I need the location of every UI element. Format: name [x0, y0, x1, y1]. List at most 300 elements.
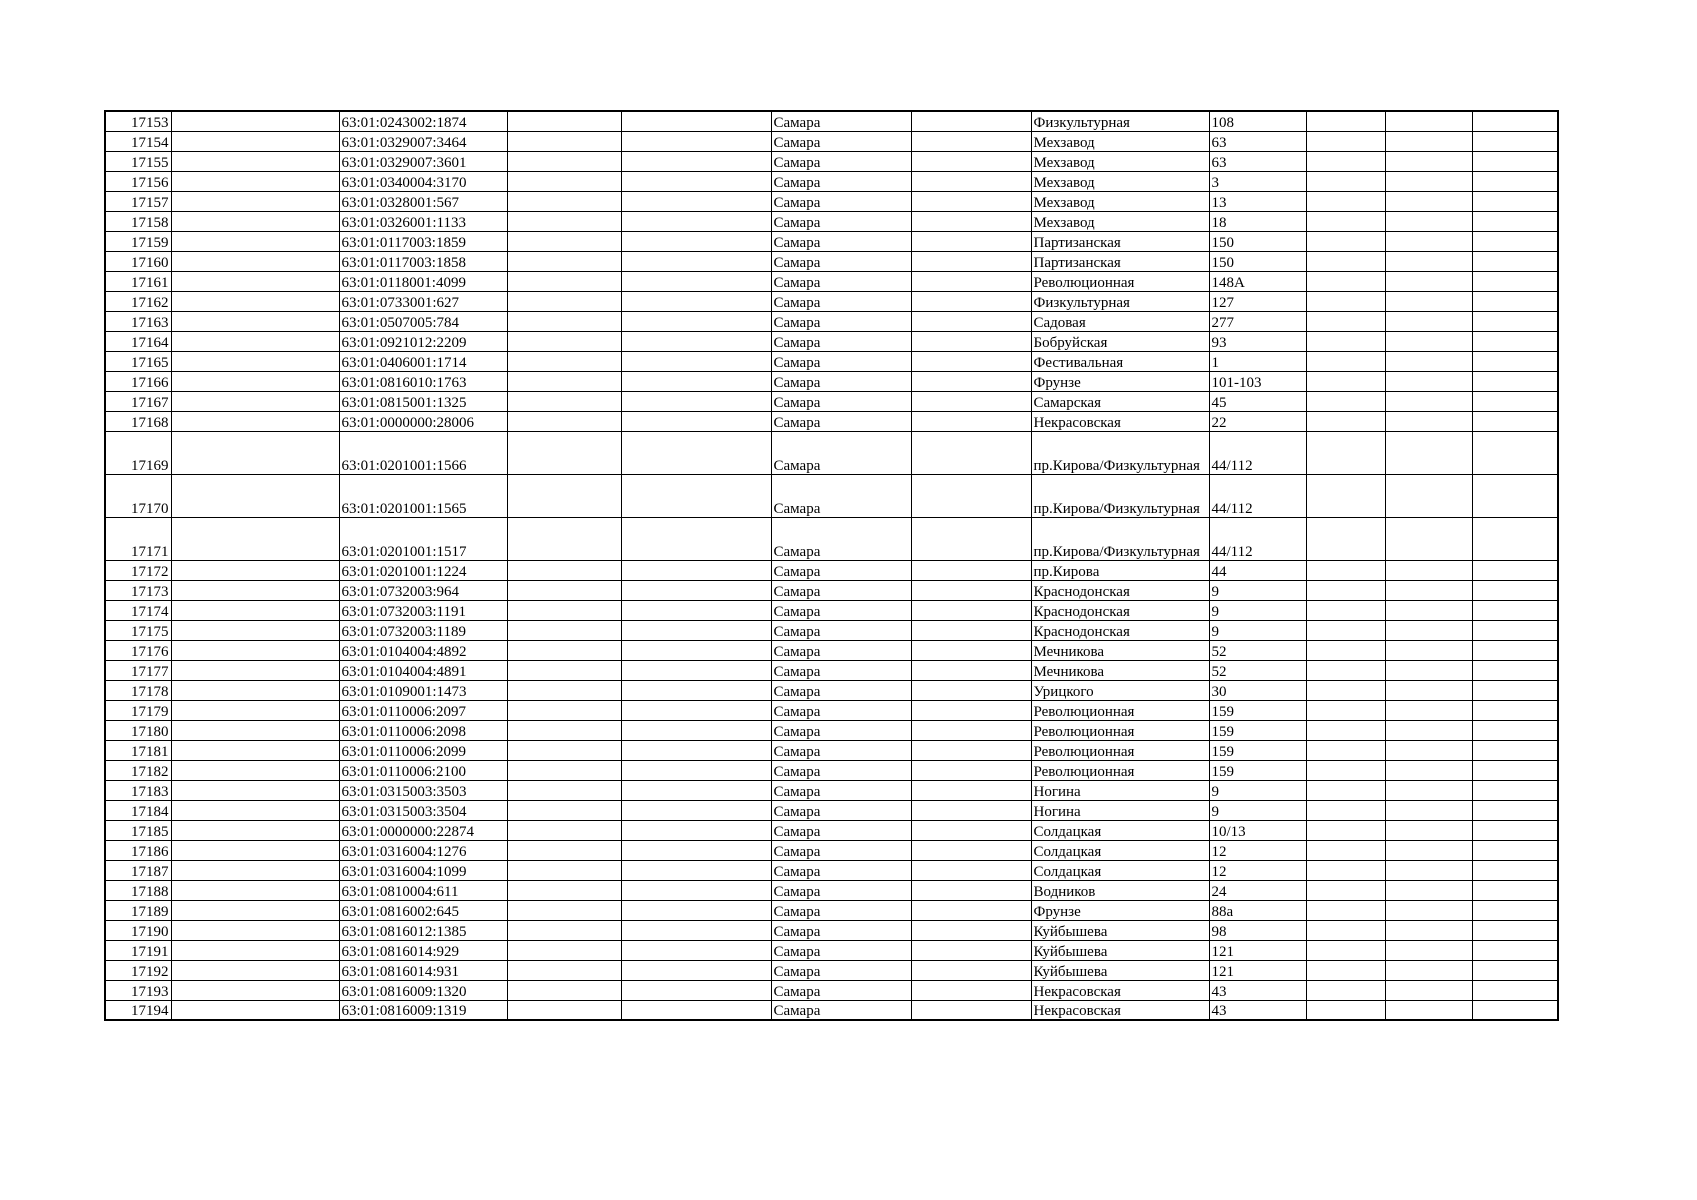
cadastral-number-cell: 63:01:0733001:627: [339, 291, 507, 311]
cadastral-number-cell: 63:01:0316004:1099: [339, 860, 507, 880]
city-cell: Самара: [771, 371, 911, 391]
empty-cell: [1385, 331, 1472, 351]
cadastral-number-cell: 63:01:0000000:28006: [339, 411, 507, 431]
empty-cell: [621, 231, 771, 251]
empty-cell: [911, 780, 1031, 800]
row-number-cell: 17182: [105, 760, 171, 780]
table-row: [105, 271, 1558, 291]
table-row: [105, 960, 1558, 980]
empty-cell: [507, 600, 621, 620]
empty-cell: [1306, 680, 1385, 700]
empty-cell: [1385, 231, 1472, 251]
empty-cell: [171, 311, 339, 331]
empty-cell: [171, 900, 339, 920]
empty-cell: [621, 211, 771, 231]
street-cell: Краснодонская: [1031, 620, 1209, 640]
row-number-cell: 17153: [105, 111, 171, 131]
empty-cell: [1385, 640, 1472, 660]
cadastral-number-cell: 63:01:0243002:1874: [339, 111, 507, 131]
city-cell: Самара: [771, 431, 911, 474]
city-cell: Самара: [771, 251, 911, 271]
table-row: [105, 920, 1558, 940]
table-row: [105, 740, 1558, 760]
table-row: [105, 1000, 1558, 1020]
empty-cell: [507, 960, 621, 980]
empty-cell: [507, 1000, 621, 1020]
empty-cell: [1306, 780, 1385, 800]
empty-cell: [1306, 171, 1385, 191]
row-number-cell: 17157: [105, 191, 171, 211]
table-row: [105, 800, 1558, 820]
empty-cell: [1306, 151, 1385, 171]
city-cell: Самара: [771, 980, 911, 1000]
empty-cell: [621, 351, 771, 371]
row-number-cell: 17165: [105, 351, 171, 371]
empty-cell: [1385, 311, 1472, 331]
empty-cell: [171, 131, 339, 151]
row-number-cell: 17163: [105, 311, 171, 331]
table-row: [105, 600, 1558, 620]
empty-cell: [621, 411, 771, 431]
house-number-cell: 159: [1209, 760, 1306, 780]
empty-cell: [621, 580, 771, 600]
table-row: [105, 720, 1558, 740]
cadastral-number-cell: 63:01:0201001:1224: [339, 560, 507, 580]
empty-cell: [507, 171, 621, 191]
empty-cell: [911, 431, 1031, 474]
row-number-cell: 17192: [105, 960, 171, 980]
empty-cell: [507, 311, 621, 331]
street-cell: Некрасовская: [1031, 980, 1209, 1000]
empty-cell: [1472, 391, 1558, 411]
empty-cell: [911, 920, 1031, 940]
city-cell: Самара: [771, 231, 911, 251]
city-cell: Самара: [771, 700, 911, 720]
house-number-cell: 63: [1209, 151, 1306, 171]
house-number-cell: 52: [1209, 660, 1306, 680]
cadastral-number-cell: 63:01:0104004:4892: [339, 640, 507, 660]
empty-cell: [171, 431, 339, 474]
empty-cell: [911, 680, 1031, 700]
city-cell: Самара: [771, 1000, 911, 1020]
empty-cell: [507, 720, 621, 740]
table-row: [105, 980, 1558, 1000]
empty-cell: [507, 291, 621, 311]
table-row: [105, 880, 1558, 900]
empty-cell: [171, 680, 339, 700]
row-number-cell: 17184: [105, 800, 171, 820]
street-cell: Водников: [1031, 880, 1209, 900]
empty-cell: [1472, 331, 1558, 351]
city-cell: Самара: [771, 311, 911, 331]
empty-cell: [1385, 620, 1472, 640]
empty-cell: [507, 251, 621, 271]
empty-cell: [1472, 900, 1558, 920]
cadastral-number-cell: 63:01:0316004:1276: [339, 840, 507, 860]
house-number-cell: 44: [1209, 560, 1306, 580]
city-cell: Самара: [771, 580, 911, 600]
city-cell: Самара: [771, 660, 911, 680]
empty-cell: [621, 720, 771, 740]
street-cell: пр.Кирова: [1031, 560, 1209, 580]
empty-cell: [1306, 580, 1385, 600]
empty-cell: [1306, 411, 1385, 431]
table-row: [105, 211, 1558, 231]
empty-cell: [911, 700, 1031, 720]
empty-cell: [1472, 640, 1558, 660]
empty-cell: [1472, 111, 1558, 131]
empty-cell: [911, 600, 1031, 620]
empty-cell: [171, 411, 339, 431]
empty-cell: [911, 351, 1031, 371]
empty-cell: [171, 151, 339, 171]
table-row: [105, 760, 1558, 780]
row-number-cell: 17167: [105, 391, 171, 411]
street-cell: Солдацкая: [1031, 840, 1209, 860]
empty-cell: [911, 191, 1031, 211]
street-cell: Фрунзе: [1031, 900, 1209, 920]
empty-cell: [621, 620, 771, 640]
empty-cell: [621, 251, 771, 271]
empty-cell: [621, 920, 771, 940]
empty-cell: [1472, 351, 1558, 371]
table-row: [105, 171, 1558, 191]
house-number-cell: 88а: [1209, 900, 1306, 920]
empty-cell: [621, 640, 771, 660]
street-cell: Физкультурная: [1031, 111, 1209, 131]
empty-cell: [1385, 291, 1472, 311]
empty-cell: [621, 311, 771, 331]
empty-cell: [171, 517, 339, 560]
empty-cell: [1385, 371, 1472, 391]
row-number-cell: 17171: [105, 517, 171, 560]
city-cell: Самара: [771, 760, 911, 780]
empty-cell: [1385, 820, 1472, 840]
empty-cell: [1306, 900, 1385, 920]
empty-cell: [1385, 920, 1472, 940]
empty-cell: [507, 980, 621, 1000]
empty-cell: [621, 760, 771, 780]
street-cell: Партизанская: [1031, 251, 1209, 271]
empty-cell: [1472, 940, 1558, 960]
empty-cell: [1385, 660, 1472, 680]
street-cell: Мехзавод: [1031, 131, 1209, 151]
street-cell: Куйбышева: [1031, 940, 1209, 960]
house-number-cell: 159: [1209, 700, 1306, 720]
empty-cell: [171, 840, 339, 860]
street-cell: Некрасовская: [1031, 1000, 1209, 1020]
city-cell: Самара: [771, 620, 911, 640]
table-row: [105, 371, 1558, 391]
house-number-cell: 9: [1209, 780, 1306, 800]
house-number-cell: 45: [1209, 391, 1306, 411]
empty-cell: [621, 800, 771, 820]
row-number-cell: 17186: [105, 840, 171, 860]
empty-cell: [1306, 880, 1385, 900]
empty-cell: [1306, 271, 1385, 291]
cadastral-number-cell: 63:01:0406001:1714: [339, 351, 507, 371]
empty-cell: [621, 431, 771, 474]
empty-cell: [1306, 820, 1385, 840]
street-cell: Революционная: [1031, 720, 1209, 740]
house-number-cell: 150: [1209, 231, 1306, 251]
cadastral-number-cell: 63:01:0816002:645: [339, 900, 507, 920]
empty-cell: [1306, 211, 1385, 231]
row-number-cell: 17194: [105, 1000, 171, 1020]
empty-cell: [621, 474, 771, 517]
empty-cell: [1385, 700, 1472, 720]
row-number-cell: 17160: [105, 251, 171, 271]
city-cell: Самара: [771, 151, 911, 171]
empty-cell: [1385, 151, 1472, 171]
table-row: [105, 111, 1558, 131]
cadastral-number-cell: 63:01:0110006:2098: [339, 720, 507, 740]
empty-cell: [1306, 860, 1385, 880]
street-cell: Урицкого: [1031, 680, 1209, 700]
empty-cell: [1385, 251, 1472, 271]
city-cell: Самара: [771, 351, 911, 371]
empty-cell: [1385, 111, 1472, 131]
empty-cell: [1385, 351, 1472, 371]
city-cell: Самара: [771, 880, 911, 900]
empty-cell: [911, 980, 1031, 1000]
cadastral-number-cell: 63:01:0810004:611: [339, 880, 507, 900]
empty-cell: [911, 131, 1031, 151]
empty-cell: [1385, 800, 1472, 820]
empty-cell: [1385, 780, 1472, 800]
cadastral-number-cell: 63:01:0315003:3504: [339, 800, 507, 820]
empty-cell: [171, 371, 339, 391]
street-cell: Ногина: [1031, 780, 1209, 800]
empty-cell: [507, 331, 621, 351]
row-number-cell: 17173: [105, 580, 171, 600]
table-row: [105, 640, 1558, 660]
city-cell: Самара: [771, 840, 911, 860]
empty-cell: [621, 171, 771, 191]
empty-cell: [171, 391, 339, 411]
empty-cell: [1385, 680, 1472, 700]
empty-cell: [171, 211, 339, 231]
house-number-cell: 159: [1209, 740, 1306, 760]
empty-cell: [911, 111, 1031, 131]
empty-cell: [171, 351, 339, 371]
empty-cell: [507, 740, 621, 760]
street-cell: пр.Кирова/Физкультурная: [1031, 431, 1209, 474]
city-cell: Самара: [771, 131, 911, 151]
cadastral-number-cell: 63:01:0816010:1763: [339, 371, 507, 391]
empty-cell: [1306, 251, 1385, 271]
street-cell: Мехзавод: [1031, 211, 1209, 231]
empty-cell: [911, 760, 1031, 780]
city-cell: Самара: [771, 960, 911, 980]
row-number-cell: 17161: [105, 271, 171, 291]
empty-cell: [911, 720, 1031, 740]
cadastral-number-cell: 63:01:0201001:1517: [339, 517, 507, 560]
cadastral-number-cell: 63:01:0732003:964: [339, 580, 507, 600]
city-cell: Самара: [771, 111, 911, 131]
city-cell: Самара: [771, 474, 911, 517]
empty-cell: [1472, 620, 1558, 640]
row-number-cell: 17181: [105, 740, 171, 760]
cadastral-number-cell: 63:01:0201001:1566: [339, 431, 507, 474]
empty-cell: [621, 860, 771, 880]
row-number-cell: 17172: [105, 560, 171, 580]
house-number-cell: 159: [1209, 720, 1306, 740]
table-row: [105, 620, 1558, 640]
row-number-cell: 17159: [105, 231, 171, 251]
row-number-cell: 17155: [105, 151, 171, 171]
row-number-cell: 17191: [105, 940, 171, 960]
empty-cell: [1472, 700, 1558, 720]
empty-cell: [911, 231, 1031, 251]
row-number-cell: 17178: [105, 680, 171, 700]
row-number-cell: 17188: [105, 880, 171, 900]
table-row: [105, 131, 1558, 151]
empty-cell: [1385, 740, 1472, 760]
empty-cell: [1472, 980, 1558, 1000]
empty-cell: [171, 920, 339, 940]
empty-cell: [171, 960, 339, 980]
empty-cell: [911, 1000, 1031, 1020]
street-cell: Революционная: [1031, 760, 1209, 780]
table-row: [105, 251, 1558, 271]
empty-cell: [621, 600, 771, 620]
house-number-cell: 127: [1209, 291, 1306, 311]
empty-cell: [1472, 191, 1558, 211]
empty-cell: [1385, 580, 1472, 600]
street-cell: Садовая: [1031, 311, 1209, 331]
table-row: [105, 431, 1558, 474]
empty-cell: [507, 660, 621, 680]
empty-cell: [621, 700, 771, 720]
empty-cell: [1306, 231, 1385, 251]
empty-cell: [911, 580, 1031, 600]
city-cell: Самара: [771, 740, 911, 760]
table-row: [105, 660, 1558, 680]
street-cell: Мечникова: [1031, 640, 1209, 660]
empty-cell: [911, 940, 1031, 960]
empty-cell: [1385, 840, 1472, 860]
street-cell: Физкультурная: [1031, 291, 1209, 311]
empty-cell: [171, 660, 339, 680]
empty-cell: [621, 880, 771, 900]
empty-cell: [621, 331, 771, 351]
house-number-cell: 44/112: [1209, 474, 1306, 517]
empty-cell: [1472, 580, 1558, 600]
empty-cell: [911, 800, 1031, 820]
empty-cell: [911, 880, 1031, 900]
empty-cell: [507, 560, 621, 580]
street-cell: Куйбышева: [1031, 960, 1209, 980]
empty-cell: [1472, 271, 1558, 291]
house-number-cell: 9: [1209, 800, 1306, 820]
empty-cell: [171, 860, 339, 880]
empty-cell: [171, 980, 339, 1000]
empty-cell: [171, 740, 339, 760]
cadastral-number-cell: 63:01:0340004:3170: [339, 171, 507, 191]
city-cell: Самара: [771, 211, 911, 231]
row-number-cell: 17179: [105, 700, 171, 720]
empty-cell: [1472, 800, 1558, 820]
empty-cell: [911, 311, 1031, 331]
cadastral-number-cell: 63:01:0328001:567: [339, 191, 507, 211]
street-cell: Революционная: [1031, 740, 1209, 760]
cadastral-number-cell: 63:01:0329007:3464: [339, 131, 507, 151]
city-cell: Самара: [771, 900, 911, 920]
cadastral-number-cell: 63:01:0815001:1325: [339, 391, 507, 411]
house-number-cell: 63: [1209, 131, 1306, 151]
empty-cell: [1306, 111, 1385, 131]
house-number-cell: 121: [1209, 960, 1306, 980]
empty-cell: [1306, 620, 1385, 640]
empty-cell: [507, 940, 621, 960]
empty-cell: [1385, 880, 1472, 900]
table-row: [105, 517, 1558, 560]
city-cell: Самара: [771, 560, 911, 580]
empty-cell: [1385, 760, 1472, 780]
empty-cell: [621, 391, 771, 411]
cadastral-number-cell: 63:01:0816009:1319: [339, 1000, 507, 1020]
house-number-cell: 93: [1209, 331, 1306, 351]
empty-cell: [507, 111, 621, 131]
row-number-cell: 17158: [105, 211, 171, 231]
cadastral-number-cell: 63:01:0921012:2209: [339, 331, 507, 351]
cadastral-number-cell: 63:01:0118001:4099: [339, 271, 507, 291]
table-row: [105, 191, 1558, 211]
empty-cell: [1472, 151, 1558, 171]
row-number-cell: 17154: [105, 131, 171, 151]
empty-cell: [171, 820, 339, 840]
empty-cell: [911, 960, 1031, 980]
house-number-cell: 121: [1209, 940, 1306, 960]
row-number-cell: 17190: [105, 920, 171, 940]
empty-cell: [507, 760, 621, 780]
empty-cell: [507, 900, 621, 920]
street-cell: Революционная: [1031, 271, 1209, 291]
empty-cell: [1385, 191, 1472, 211]
empty-cell: [1472, 371, 1558, 391]
empty-cell: [1385, 131, 1472, 151]
house-number-cell: 22: [1209, 411, 1306, 431]
empty-cell: [911, 211, 1031, 231]
street-cell: Краснодонская: [1031, 580, 1209, 600]
empty-cell: [1306, 331, 1385, 351]
cadastral-number-cell: 63:01:0732003:1189: [339, 620, 507, 640]
empty-cell: [507, 271, 621, 291]
table-row: [105, 840, 1558, 860]
empty-cell: [911, 517, 1031, 560]
empty-cell: [1306, 920, 1385, 940]
row-number-cell: 17183: [105, 780, 171, 800]
empty-cell: [911, 331, 1031, 351]
row-number-cell: 17170: [105, 474, 171, 517]
house-number-cell: 13: [1209, 191, 1306, 211]
empty-cell: [621, 131, 771, 151]
empty-cell: [171, 700, 339, 720]
table-row: [105, 231, 1558, 251]
cadastral-number-cell: 63:01:0117003:1858: [339, 251, 507, 271]
empty-cell: [1385, 940, 1472, 960]
empty-cell: [507, 391, 621, 411]
empty-cell: [621, 840, 771, 860]
empty-cell: [507, 840, 621, 860]
empty-cell: [1472, 517, 1558, 560]
table-row: [105, 351, 1558, 371]
empty-cell: [1385, 720, 1472, 740]
cadastral-number-cell: 63:01:0326001:1133: [339, 211, 507, 231]
empty-cell: [621, 960, 771, 980]
row-number-cell: 17189: [105, 900, 171, 920]
